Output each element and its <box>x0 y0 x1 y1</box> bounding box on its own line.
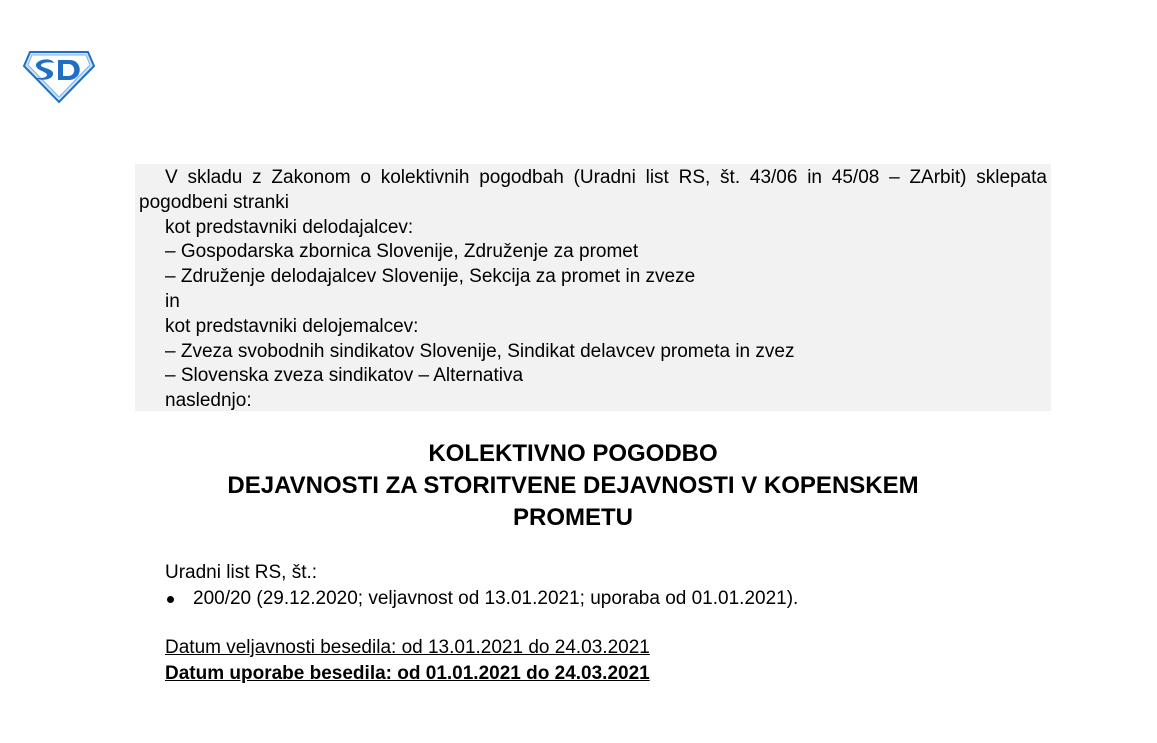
sd-logo <box>22 48 96 104</box>
sd-shield-logo-icon <box>22 48 96 104</box>
gazette-item-text: 200/20 (29.12.2020; veljavnost od 13.01.2021; uporaba od 01.01.2021). <box>193 588 799 609</box>
preamble-line: naslednjo: <box>165 390 252 412</box>
gazette-reference <box>165 560 798 612</box>
preamble-line: kot predstavniki delodajalcev: <box>165 216 414 238</box>
preamble-line: – Združenje delodajalcev Slovenije, Sekcija za promet in zveze <box>165 266 696 288</box>
title-line: PROMETU <box>513 504 633 531</box>
preamble-line: – Slovenska zveza sindikatov – Alternativa <box>165 365 524 387</box>
title-line: KOLEKTIVNO POGODBO <box>428 440 718 467</box>
preamble-intro: V skladu z Zakonom o kolektivnih pogodbah (Uradni list RS, št. 43/06 in 45/08 – ZArbit) sklepata pogodbeni stranki <box>139 167 1047 213</box>
gazette-label: Uradni list RS, št.: <box>165 562 318 583</box>
preamble-line: in <box>165 290 180 312</box>
list-item <box>165 586 798 612</box>
text-dates <box>165 635 650 687</box>
gazette-list <box>165 586 798 612</box>
preamble-box <box>135 164 1051 411</box>
preamble-line: kot predstavniki delojemalcev: <box>165 315 419 337</box>
document-title <box>135 438 1011 534</box>
validity-date: Datum veljavnosti besedila: od 13.01.2021 do 24.03.2021 <box>165 637 650 658</box>
preamble-line: – Gospodarska zbornica Slovenije, Združenje za promet <box>165 241 639 263</box>
preamble-line: – Zveza svobodnih sindikatov Slovenije, Sindikat delavcev prometa in zvez <box>165 340 795 362</box>
application-date: Datum uporabe besedila: od 01.01.2021 do 24.03.2021 <box>165 663 650 684</box>
bullet-icon <box>167 596 174 603</box>
title-line: DEJAVNOSTI ZA STORITVENE DEJAVNOSTI V KOPENSKEM <box>227 472 919 499</box>
